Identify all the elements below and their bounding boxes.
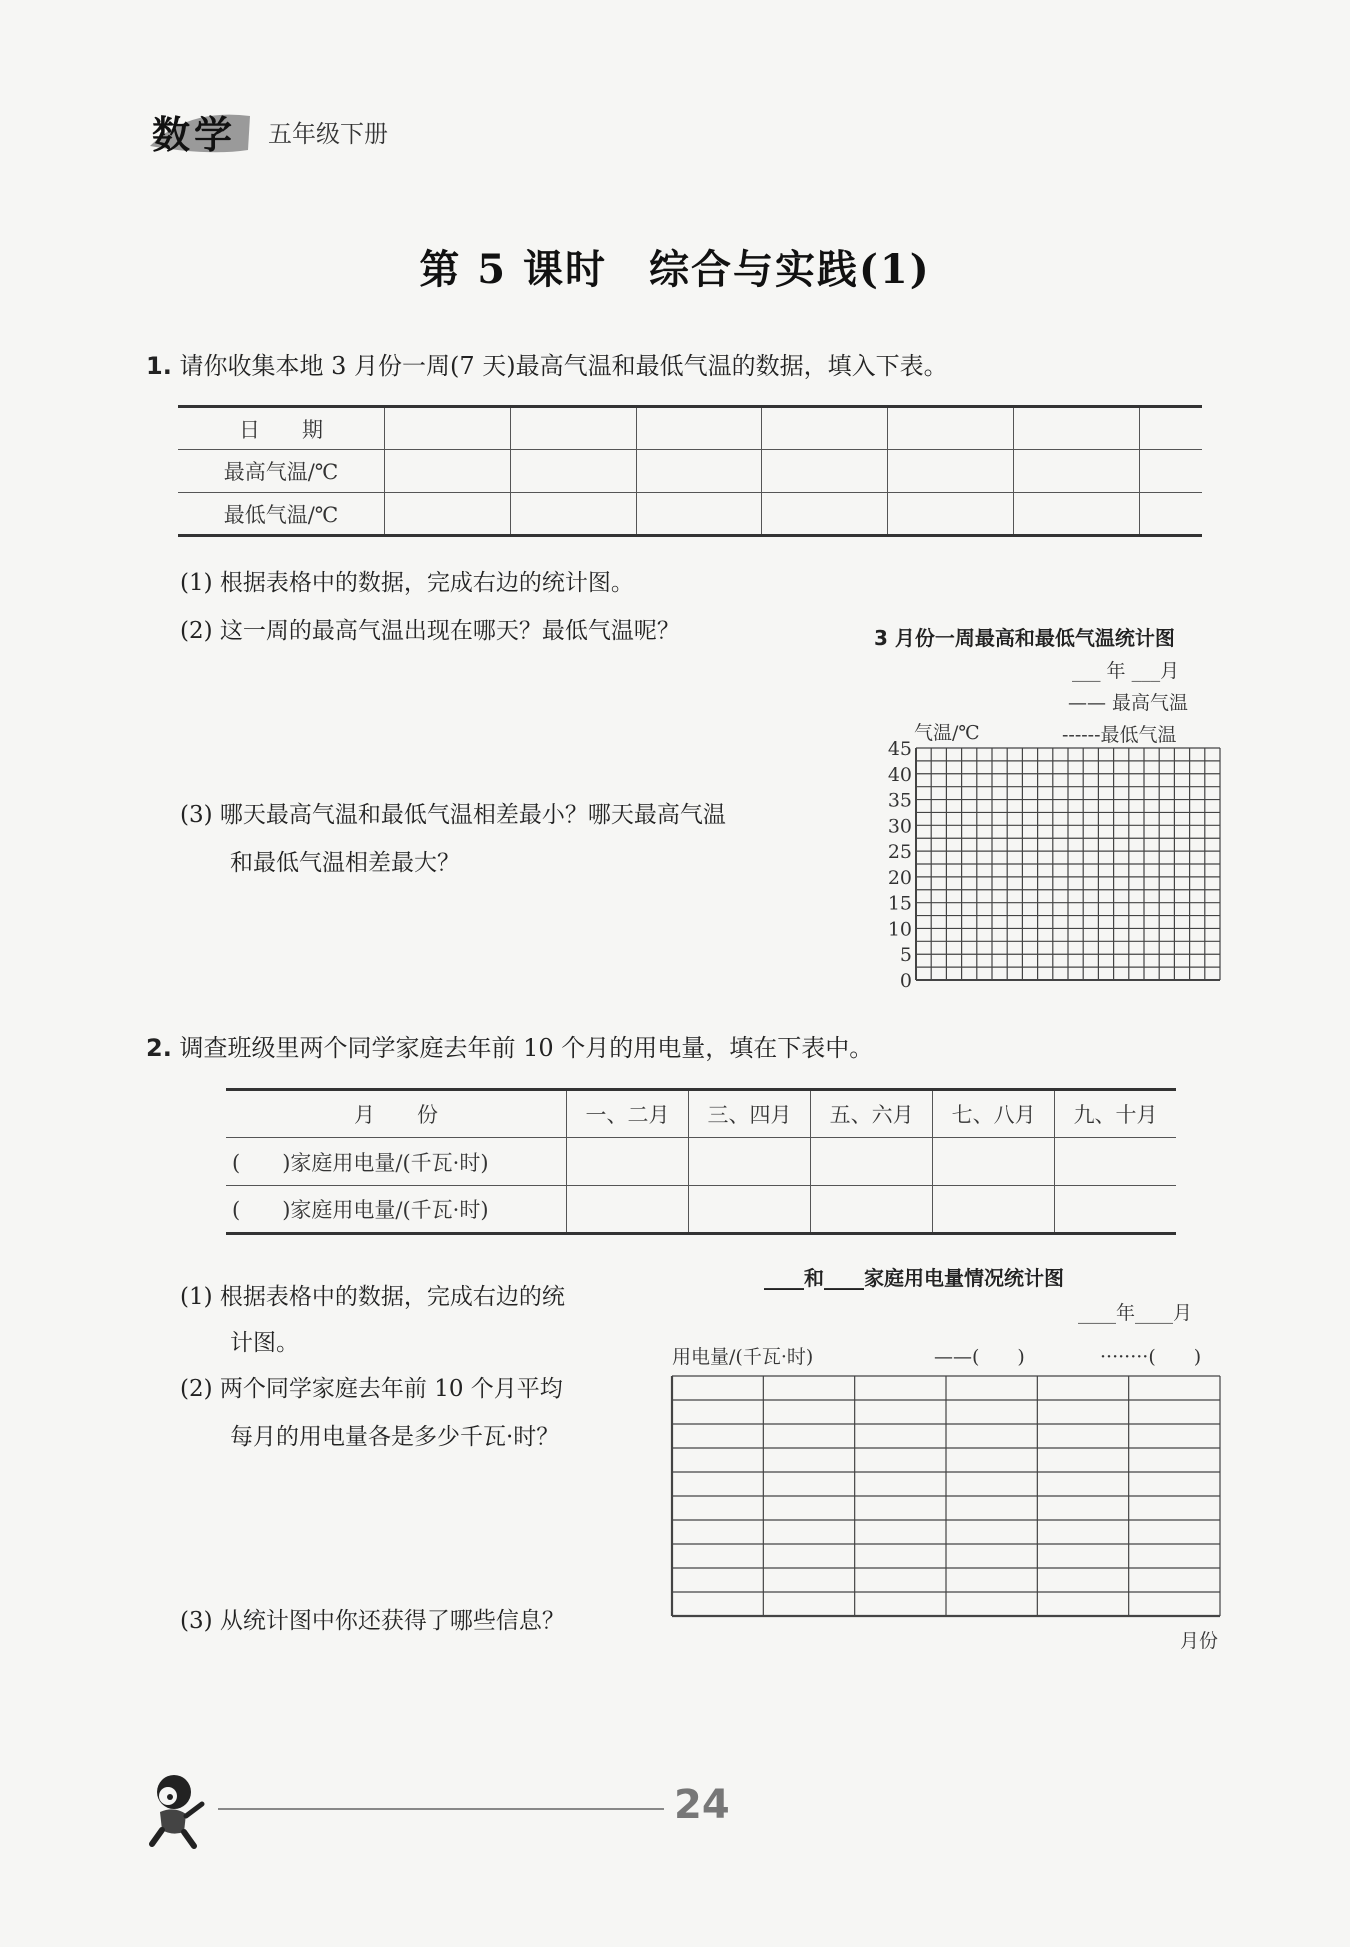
table-cell[interactable] — [762, 450, 888, 493]
page-number: 24 — [674, 1782, 730, 1828]
row-label-low-temp: 最低气温/℃ — [178, 493, 385, 536]
month-header: 一、二月 — [567, 1090, 689, 1138]
chart1-date-line: ___ 年 ___月 — [1072, 660, 1180, 682]
q1-sub3-line1: (3) 哪天最高气温和最低气温相差最小？哪天最高气温 — [180, 802, 726, 828]
y-tick-label: 0 — [899, 970, 912, 990]
table-cell[interactable] — [567, 1138, 689, 1186]
y-tick-label: 10 — [887, 918, 912, 941]
table-row — [226, 1186, 1176, 1234]
table-cell[interactable] — [510, 407, 636, 450]
chart2-y-axis-label: 用电量/(千瓦·时) — [672, 1346, 814, 1368]
table-cell[interactable] — [762, 493, 888, 536]
table-cell[interactable] — [1013, 407, 1139, 450]
question-2-text: 调查班级里两个同学家庭去年前 10 个月的用电量，填在下表中。 — [179, 1034, 874, 1062]
table-cell[interactable] — [888, 493, 1014, 536]
table-cell[interactable] — [1055, 1186, 1176, 1234]
month-header: 九、十月 — [1055, 1090, 1176, 1138]
q1-sub3-line2: 和最低气温相差最大？ — [230, 850, 460, 876]
table-cell[interactable] — [385, 450, 511, 493]
y-tick-label: 5 — [899, 944, 912, 967]
table-cell[interactable] — [933, 1186, 1055, 1234]
table-row — [178, 450, 1202, 493]
row-label-family-1: ( )家庭用电量/(千瓦·时) — [226, 1138, 567, 1186]
temperature-chart-grid[interactable] — [874, 740, 1226, 990]
table-cell[interactable] — [1055, 1138, 1176, 1186]
table-cell[interactable] — [1139, 493, 1202, 536]
electricity-chart-grid[interactable] — [668, 1372, 1228, 1620]
table-cell[interactable] — [933, 1138, 1055, 1186]
table-cell[interactable] — [510, 450, 636, 493]
q2-sub3: (3) 从统计图中你还获得了哪些信息？ — [180, 1608, 565, 1634]
footer-rule — [218, 1808, 664, 1810]
question-1-text: 请你收集本地 3 月份一周(7 天)最高气温和最低气温的数据，填入下表。 — [179, 352, 948, 380]
q2-sub2-line1: (2) 两个同学家庭去年前 10 个月平均 — [180, 1376, 563, 1402]
table-cell[interactable] — [1013, 450, 1139, 493]
table-cell[interactable] — [811, 1138, 933, 1186]
row-label-high-temp: 最高气温/℃ — [178, 450, 385, 493]
y-tick-label: 45 — [887, 740, 912, 760]
table-cell[interactable] — [1013, 493, 1139, 536]
table-row — [178, 493, 1202, 536]
q2-sub1-line2: 计图。 — [230, 1330, 299, 1356]
chart1-legend-low: ------最低气温 — [1062, 724, 1177, 746]
table-cell[interactable] — [510, 493, 636, 536]
month-header: 三、四月 — [689, 1090, 811, 1138]
header-month-label: 月 份 — [226, 1090, 567, 1138]
row-label-family-2: ( )家庭用电量/(千瓦·时) — [226, 1186, 567, 1234]
chart2-legend-solid: ——( ) — [934, 1346, 1025, 1368]
table-cell[interactable] — [888, 450, 1014, 493]
electricity-table — [226, 1088, 1176, 1235]
table-cell[interactable] — [636, 493, 762, 536]
table-cell[interactable] — [385, 407, 511, 450]
lesson-title: 第 5 课时 综合与实践(1) — [419, 246, 931, 293]
table-cell[interactable] — [567, 1186, 689, 1234]
chart2-title: ____和____家庭用电量情况统计图 — [764, 1266, 1064, 1290]
month-header: 七、八月 — [933, 1090, 1055, 1138]
chart2-legend-dotted: ········( ) — [1100, 1346, 1202, 1368]
question-2 — [146, 1028, 873, 1063]
q1-sub2: (2) 这一周的最高气温出现在哪天？最低气温呢？ — [180, 618, 680, 644]
y-tick-label: 35 — [887, 789, 912, 812]
chart2-x-axis-label: 月份 — [1180, 1630, 1219, 1652]
grade-label: 五年级下册 — [268, 120, 388, 148]
table-cell[interactable] — [888, 407, 1014, 450]
chart1-legend-high: —— 最高气温 — [1068, 692, 1189, 714]
q2-sub2-line2: 每月的用电量各是多少千瓦·时？ — [230, 1424, 560, 1450]
table-cell[interactable] — [636, 450, 762, 493]
table-cell[interactable] — [762, 407, 888, 450]
table-row — [178, 407, 1202, 450]
q2-sub1-line1: (1) 根据表格中的数据，完成右边的统 — [180, 1284, 565, 1310]
table-cell[interactable] — [689, 1138, 811, 1186]
subject-label: 数学 — [152, 113, 237, 157]
y-tick-label: 25 — [887, 841, 912, 864]
row-label-date: 日 期 — [178, 407, 385, 450]
question-2-number: 2. — [146, 1034, 172, 1062]
chart1-y-axis-label: 气温/℃ — [914, 722, 980, 744]
table-cell[interactable] — [1139, 450, 1202, 493]
q1-sub1: (1) 根据表格中的数据，完成右边的统计图。 — [180, 570, 634, 596]
chart1-title: 3 月份一周最高和最低气温统计图 — [874, 626, 1175, 650]
question-1-number: 1. — [146, 352, 172, 380]
chart2-date-line: ____年____月 — [1078, 1302, 1193, 1324]
table-cell[interactable] — [1139, 407, 1202, 450]
table-row — [226, 1138, 1176, 1186]
question-1 — [146, 346, 948, 381]
y-tick-label: 30 — [887, 815, 912, 838]
table-cell[interactable] — [811, 1186, 933, 1234]
temperature-table — [178, 405, 1202, 537]
y-tick-label: 15 — [887, 892, 912, 915]
mascot-icon — [140, 1770, 212, 1850]
table-cell[interactable] — [689, 1186, 811, 1234]
y-tick-label: 20 — [887, 866, 912, 889]
table-cell[interactable] — [636, 407, 762, 450]
y-tick-label: 40 — [887, 763, 912, 786]
table-row — [226, 1090, 1176, 1138]
month-header: 五、六月 — [811, 1090, 933, 1138]
table-cell[interactable] — [385, 493, 511, 536]
